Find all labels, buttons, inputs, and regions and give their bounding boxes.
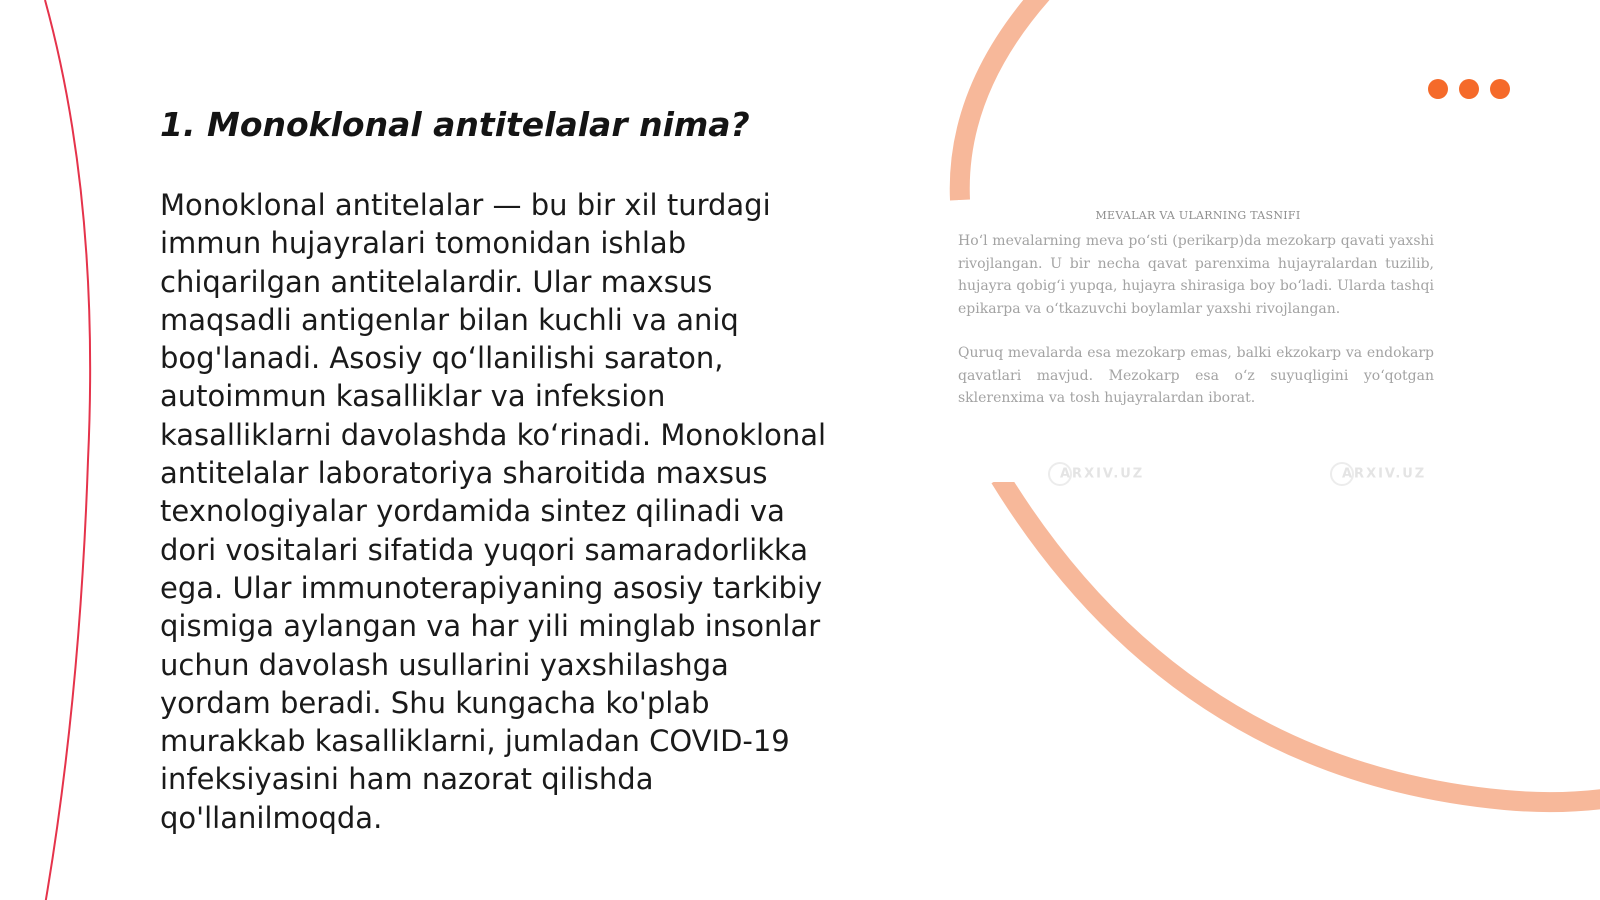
slide-title: 1. Monoklonal antitelalar nima? <box>160 105 750 144</box>
slide-body-text: Monoklonal antitelalar — bu bir xil turdagi immun hujayralari tomonidan ishlab chiqarilgan antitelalardir. Ular maxsus maqsadli antigenlar bilan kuchli va aniq bog'lanadi. Asosiy qo‘llanilishi saraton, autoimmun kasalliklar va infeksion kasalliklarni davolashda ko‘rinadi. Monoklonal antitelalar laboratoriya sharoitida maxsus texnologiyalar yordamida sintez qilinadi va dori vositalari sifatida yuqori samaradorlikka ega. Ular immunoterapiyaning asosiy tarkibiy qismiga aylangan va har yili minglab insonlar uchun davolash usullarini yaxshilashga yordam beradi. Shu kungacha ko'plab murakkab kasalliklarni, jumladan COVID-19 infeksiyasini ham nazorat qilishda qo'llanilmoqda. <box>160 188 827 835</box>
embedded-document-paragraph-2: Quruq mevalarda esa mezokarp emas, balki ekzokarp va endokarp qavatlari mavjud. Mezokarp esa o‘z suyuqligini yo‘qotgan sklerenxima va tosh hujayralardan iborat. <box>958 345 1434 407</box>
dot-3 <box>1490 79 1510 99</box>
embedded-document-image <box>958 200 1438 482</box>
embedded-document-heading: MEVALAR VA ULARNING TASNIFI <box>1095 209 1301 222</box>
watermark-logo: ARXIV.UZ <box>1330 462 1426 486</box>
decorative-arc-left <box>960 0 1045 200</box>
decorative-left-line <box>45 0 90 900</box>
watermark-logo: ARXIV.UZ <box>1048 462 1144 486</box>
dot-1 <box>1428 79 1448 99</box>
dot-2 <box>1459 79 1479 99</box>
decorative-arc-bottom <box>1000 478 1600 802</box>
three-dots-icon <box>1428 79 1510 99</box>
embedded-document-paragraph-1: Ho‘l mevalarning meva po‘sti (perikarp)da mezokarp qavati yaxshi rivojlangan. U bir necha qavat parenxima hujayralardan tuzilib, hujayra qobig‘i yupqa, hujayra shirasiga boy bo‘ladi. Ularda tashqi epikarpa va o‘tkazuvchi boylamlar yaxshi rivojlangan. <box>958 233 1434 317</box>
